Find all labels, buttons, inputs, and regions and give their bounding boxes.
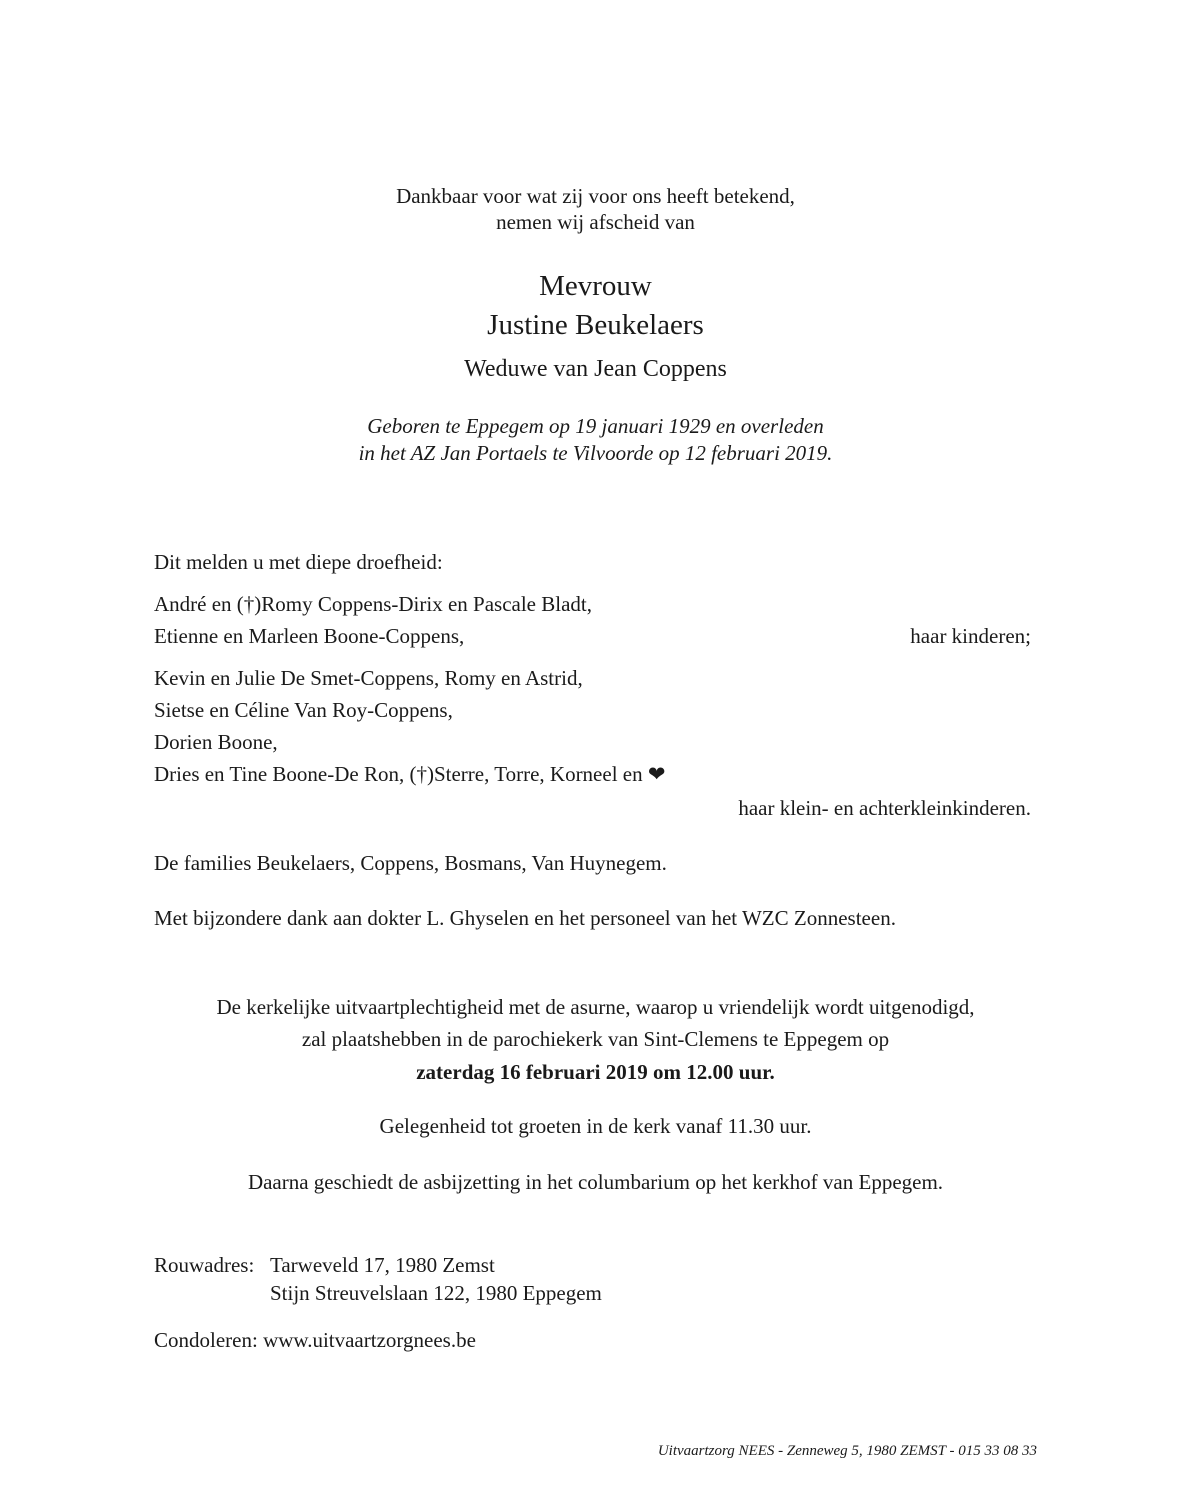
birth-death-line-1: Geboren te Eppegem op 19 januari 1929 en overleden (367, 414, 824, 438)
grandchild-line-4-text: Dries en Tine Boone-De Ron, (†)Sterre, Torre, Korneel en (154, 762, 643, 786)
address-label: Rouwadres: (154, 1253, 255, 1277)
birth-death-line-2: in het AZ Jan Portaels te Vilvoorde op 12 februari 2019. (358, 441, 833, 465)
interment-line: Daarna geschiedt de asbijzetting in het columbarium op het kerkhof van Eppegem. (247, 1170, 944, 1194)
children-label: haar kinderen; (910, 624, 1031, 648)
condolences-line (154, 1327, 476, 1353)
condolences-link[interactable]: www.uitvaartzorgnees.be (263, 1328, 476, 1352)
intro-line-1: Dankbaar voor wat zij voor ons heeft betekend, (396, 184, 795, 208)
thanks-line: Met bijzondere dank aan dokter L. Ghyselen en het personeel van het WZC Zonnesteen. (154, 906, 896, 930)
family-intro: Dit melden u met diepe droefheid: (154, 550, 443, 574)
greeting-line: Gelegenheid tot groeten in de kerk vanaf 11.30 uur. (379, 1114, 812, 1138)
deceased-name: Justine Beukelaers (487, 309, 704, 341)
child-line-2: Etienne en Marleen Boone-Coppens, (154, 624, 465, 648)
grandchild-line-3: Dorien Boone, (154, 730, 278, 754)
grandchild-line-2: Sietse en Céline Van Roy-Coppens, (154, 698, 453, 722)
address-line-2: Stijn Streuvelslaan 122, 1980 Eppegem (270, 1281, 602, 1305)
ceremony-date: zaterdag 16 februari 2019 om 12.00 uur. (416, 1060, 775, 1084)
grandchild-line-1: Kevin en Julie De Smet-Coppens, Romy en Astrid, (154, 666, 583, 690)
intro-line-2: nemen wij afscheid van (496, 210, 695, 234)
child-line-1: André en (†)Romy Coppens-Dirix en Pascale Bladt, (154, 592, 592, 616)
condolences-label: Condoleren: (154, 1328, 258, 1352)
deceased-title: Mevrouw (539, 270, 652, 302)
deceased-relation: Weduwe van Jean Coppens (464, 356, 727, 382)
grandchild-line-4 (154, 761, 665, 787)
ceremony-line-2: zal plaatshebben in de parochiekerk van Sint-Clemens te Eppegem op (301, 1027, 890, 1051)
families-line: De families Beukelaers, Coppens, Bosmans, Van Huynegem. (154, 851, 667, 875)
funeral-home-footer: Uitvaartzorg NEES - Zenneweg 5, 1980 ZEMST - 015 33 08 33 (657, 1443, 1037, 1459)
address-line-1: Tarweveld 17, 1980 Zemst (270, 1253, 495, 1277)
grandchildren-label: haar klein- en achterkleinkinderen. (738, 796, 1031, 820)
heart-icon: ❤ (647, 762, 666, 786)
ceremony-line-1: De kerkelijke uitvaartplechtigheid met de asurne, waarop u vriendelijk wordt uitgenodigd, (216, 995, 975, 1019)
